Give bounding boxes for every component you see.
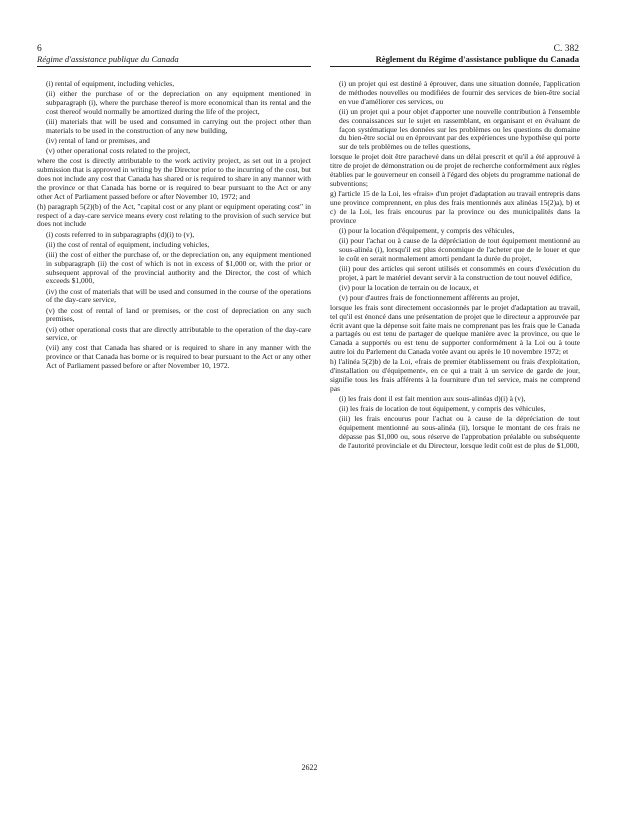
fr-paragraph: (ii) un projet qui a pour objet d'apporter une nouvelle contribution à l'ensemble des connaissances sur le sujet en rassemblant, en organisant et en évaluant de façon systématique les données sur les problèmes ou les questions du domaine du bien-être social ou en éprouvant par des expériences une hypothèse qui porte sur de tels problèmes ou de telles questions,	[339, 106, 580, 152]
fr-paragraph: g) l'article 15 de la Loi, les «frais» d'un projet d'adaptation au travail entrepris dans une province comprennent, en plus des frais mentionnés aux alinéas 15(2)a), b) et c) de la Loi, les frais encourus par la province ou des municipalités dans la province	[330, 189, 580, 225]
fr-paragraph: (i) les frais dont il est fait mention aux sous-alinéas d)(i) à (v),	[339, 393, 526, 403]
en-paragraph: (iii) materials that will be used and consumed in carrying out the project other than materials to be used in the construction of any new building,	[46, 116, 311, 135]
page-number-left: 6	[37, 44, 42, 54]
en-paragraph: (vii) any cost that Canada has shared or is required to share in any manner with the province or that Canada has borne or is required to bear pursuant to the Act or any other Act of Parliament passed before or after November 10, 1972.	[46, 343, 311, 371]
fr-paragraph: lorsque le projet doit être parachevé dans un délai prescrit et qu'il a été approuvé à titre de projet de démonstration ou de projet de recherche conformément aux règles établies par le gouverneur en conseil à l'égard des objets du programme national de subventions;	[330, 152, 580, 188]
en-paragraph: (i) costs referred to in subparagraphs (d)(i) to (v),	[46, 229, 195, 239]
running-title-left: Régime d'assistance publique du Canada	[37, 54, 179, 64]
running-title-right: Règlement du Régime d'assistance publique du Canada	[375, 54, 579, 64]
en-paragraph: (h) paragraph 5(2)(b) of the Act, "capital cost or any plant or equipment operating cost" in respect of a day-care service means every cost relating to the provision of such service but does not include	[37, 201, 311, 229]
fr-paragraph: (ii) les frais de location de tout équipement, y compris des véhicules,	[339, 404, 546, 414]
fr-paragraph: h) l'alinéa 5(2)b) de la Loi, «frais de premier établissement ou frais d'exploitation, d'installation ou d'équipement», en ce qui a trait à un service de garde de jour, signifie tous les frais afférents à la fourniture d'un tel service, mais ne comprend pas	[330, 357, 580, 393]
fr-paragraph: (ii) pour l'achat ou à cause de la dépréciation de tout équipement mentionné au sous-alinéa (i), lorsqu'il est plus économique de l'acheter que de le louer et que le coût en serait normalement amorti pendant la durée du projet,	[339, 235, 580, 263]
en-paragraph: (v) the cost of rental of land or premises, or the cost of depreciation on any such premises,	[46, 305, 311, 324]
en-paragraph: (i) rental of equipment, including vehicles,	[46, 79, 175, 88]
en-paragraph: (ii) either the purchase of or the depreciation on any equipment mentioned in subparagraph (i), where the purchase thereof is more economical than its rental and the cost thereof would normally be amortized during the life of the project,	[46, 89, 311, 116]
fr-paragraph: lorsque les frais sont directement occasionnés par le projet d'adaptation au travail, tel qu'il est énoncé dans une présentation de projet que le directeur a approuvée par écrit avant que la dépense soit faite mais ne comprenant pas les frais que le Canada a partagés ou est tenu de partager de quelque manière avec la province, ou que le Canada a supportés ou est tenu de supporter conformément à la Loi ou à toute autre loi du Parlement du Canada votée avant ou après le 10 novembre 1972; et	[330, 302, 580, 357]
en-paragraph: (iv) rental of land or premises, and	[46, 135, 150, 145]
en-paragraph: where the cost is directly attributable to the work activity project, as set out in a project submission that is approved in writing by the Director prior to the incurring of the cost, but does not include any cost that Canada has shared or is required to share in any manner with the province or that Canada has borne or is required to bear pursuant to the Act or any other Act of Parliament passed before or after November 10, 1972; and	[37, 156, 311, 201]
fr-paragraph: (iv) pour la location de terrain ou de locaux, et	[339, 282, 479, 292]
fr-paragraph: (i) un projet qui est destiné à éprouver, dans une situation donnée, l'application de méthodes nouvelles ou modifiées de fournir des services de bien-être social en vue d'améliorer ces services, ou	[339, 79, 580, 106]
english-column	[37, 80, 311, 372]
fr-paragraph: (iii) pour des articles qui seront utilisés et consommés en cours d'exécution du projet, à part le matériel devant servir à la construction de tout nouvel édifice,	[339, 263, 580, 282]
header-rule-left	[37, 66, 311, 67]
en-paragraph: (ii) the cost of rental of equipment, including vehicles,	[46, 239, 210, 249]
en-paragraph: (iv) the cost of materials that will be used and consumed in the course of the operations of the day-care service,	[46, 286, 311, 305]
header-rule-right	[330, 66, 580, 67]
fr-paragraph: (iii) les frais encourus pour l'achat ou à cause de la dépréciation de tout équipement mentionné au sous-alinéa (ii), lorsque le montant de ces frais ne dépasse pas $1,000 ou, sous réserve de l'approbation préalable ou subséquente de l'autorité provinciale et du Directeur, lorsque ledit coût est de plus de $1,000,	[339, 414, 580, 450]
en-paragraph: (vi) other operational costs that are directly attributable to the operation of the day-care service, or	[46, 324, 311, 343]
page-code-right: C. 382	[553, 44, 579, 54]
fr-paragraph: (v) pour d'autres frais de fonctionnement afférents au projet,	[339, 292, 520, 302]
en-paragraph: (v) other operational costs related to the project,	[46, 146, 191, 156]
french-column	[330, 80, 580, 452]
fr-paragraph: (i) pour la location d'équipement, y compris des véhicules,	[339, 225, 515, 235]
page-footer-number: 2622	[301, 763, 318, 772]
en-paragraph: (iii) the cost of either the purchase of, or the depreciation on, any equipment mentioned in subparagraph (ii) the cost of which is not in excess of $1,000 or, with the prior or subsequent approval of the provincial authority and the Director, the cost of which exceeds $1,000,	[46, 249, 311, 286]
